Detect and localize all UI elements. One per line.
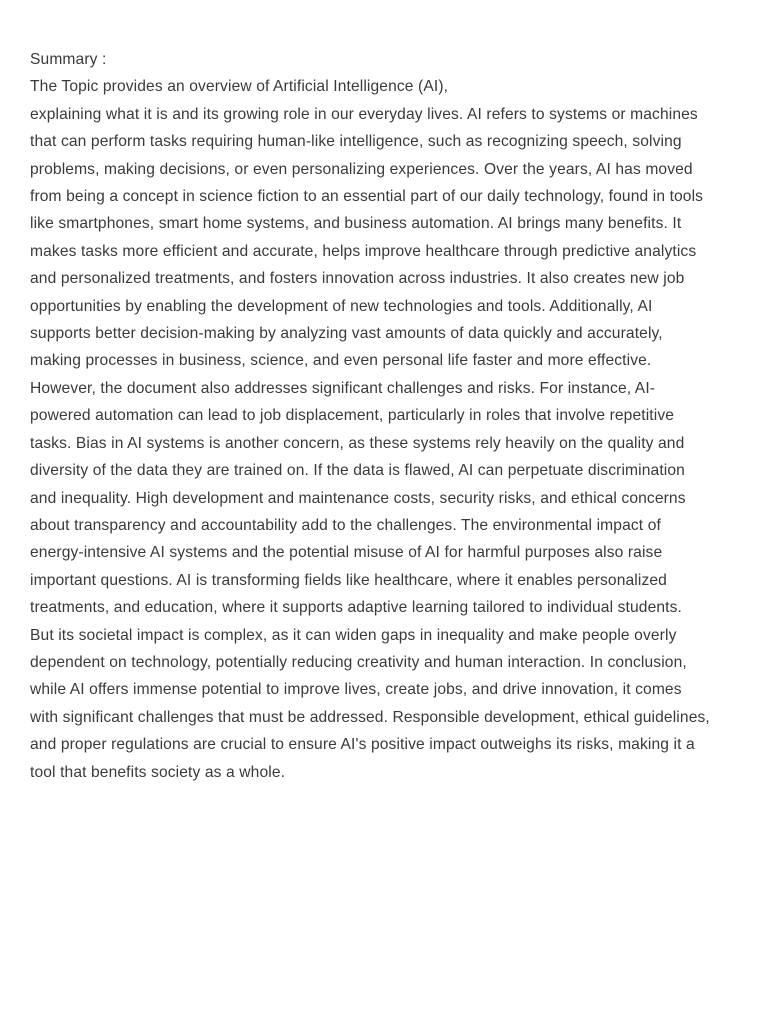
summary-line: powered automation can lead to job displacement, particularly in roles that involve repetitive <box>30 407 675 425</box>
summary-line: problems, making decisions, or even personalizing experiences. Over the years, AI has moved <box>30 160 693 178</box>
summary-line: that can perform tasks requiring human-like intelligence, such as recognizing speech, solving <box>30 133 682 151</box>
summary-line: with significant challenges that must be addressed. Responsible development, ethical guidelines, <box>30 708 710 726</box>
summary-line: diversity of the data they are trained on. If the data is flawed, AI can perpetuate discrimination <box>30 462 685 480</box>
summary-line: But its societal impact is complex, as it can widen gaps in inequality and make people overly <box>30 626 677 644</box>
summary-line: making processes in business, science, and even personal life faster and more effective. <box>30 352 652 370</box>
summary-line: like smartphones, smart home systems, and business automation. AI brings many benefits. It <box>30 215 682 233</box>
summary-line: and proper regulations are crucial to ensure AI's positive impact outweighs its risks, making it a <box>30 736 695 754</box>
summary-body <box>30 73 742 786</box>
summary-line: important questions. AI is transforming fields like healthcare, where it enables personalized <box>30 571 667 589</box>
summary-document <box>30 46 742 786</box>
summary-line: dependent on technology, potentially reducing creativity and human interaction. In conclusion, <box>30 653 687 671</box>
summary-line: while AI offers immense potential to improve lives, create jobs, and drive innovation, it comes <box>30 681 682 699</box>
summary-line: treatments, and education, where it supports adaptive learning tailored to individual students. <box>30 599 682 617</box>
summary-line: about transparency and accountability add to the challenges. The environmental impact of <box>30 516 661 534</box>
summary-line: tasks. Bias in AI systems is another concern, as these systems rely heavily on the quality and <box>30 434 685 452</box>
summary-line: makes tasks more efficient and accurate, helps improve healthcare through predictive analytics <box>30 242 697 260</box>
summary-heading: Summary : <box>30 51 107 68</box>
summary-line: energy-intensive AI systems and the potential misuse of AI for harmful purposes also raise <box>30 544 663 562</box>
summary-line: The Topic provides an overview of Artificial Intelligence (AI), <box>30 78 449 96</box>
summary-line: tool that benefits society as a whole. <box>30 763 286 781</box>
summary-line: opportunities by enabling the development of new technologies and tools. Additionally, AI <box>30 297 653 315</box>
summary-line: and inequality. High development and maintenance costs, security risks, and ethical concerns <box>30 489 686 507</box>
summary-line: from being a concept in science fiction to an essential part of our daily technology, found in tools <box>30 188 704 206</box>
summary-line: explaining what it is and its growing role in our everyday lives. AI refers to systems or machines <box>30 105 698 123</box>
summary-line: However, the document also addresses significant challenges and risks. For instance, AI- <box>30 379 656 397</box>
summary-line: and personalized treatments, and fosters innovation across industries. It also creates new job <box>30 270 685 288</box>
summary-line: supports better decision-making by analyzing vast amounts of data quickly and accurately, <box>30 325 663 343</box>
